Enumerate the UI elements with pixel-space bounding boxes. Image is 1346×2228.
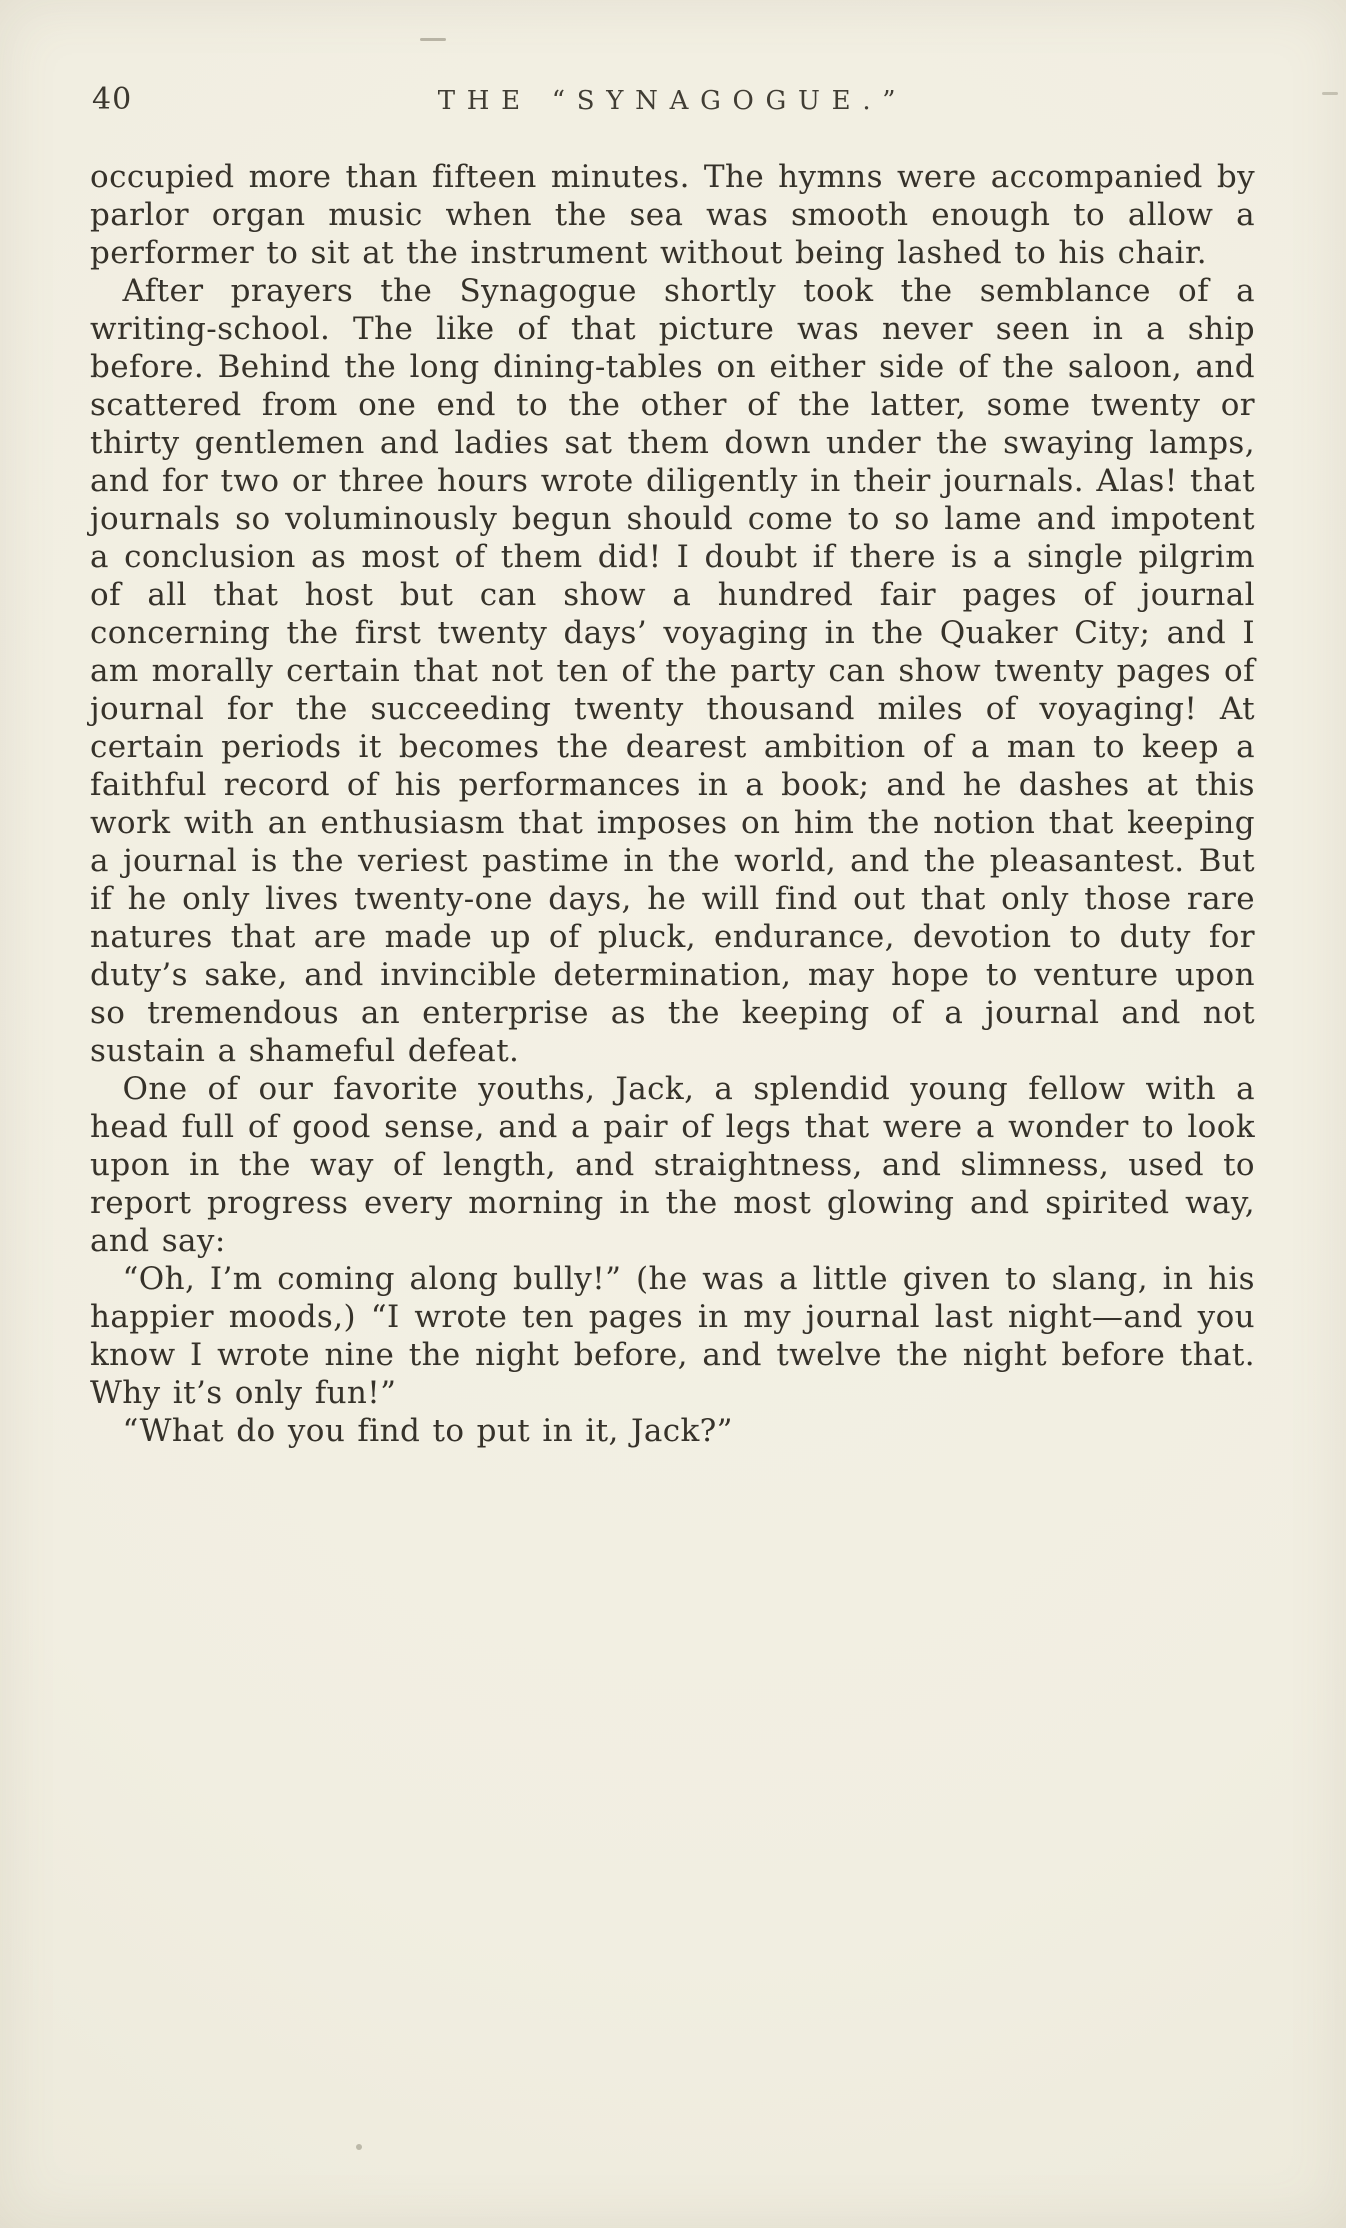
running-title: THE “SYNAGOGUE.”: [437, 86, 908, 116]
scan-artifact-edge-mark: [1322, 92, 1338, 95]
running-header: [90, 0, 1255, 126]
paragraph: One of our favorite youths, Jack, a splendid young fellow with a head full of good sense, and a pair of legs that were a wonder to look upon in the way of length, and straightness, and slimness, used to report progress every morning in the most glowing and spirited way, and say:: [90, 1071, 1255, 1259]
paragraph: “What do you find to put in it, Jack?”: [122, 1413, 733, 1449]
scan-artifact-speck: [356, 2144, 362, 2150]
paragraph: “Oh, I’m coming along bully!” (he was a little given to slang, in his happier moods,) “I wrote ten pages in my journal last night—and you know I wrote nine the night before, and twelve the night before that. Why it’s only fun!”: [90, 1261, 1255, 1411]
paragraph: After prayers the Synagogue shortly took the semblance of a writing-school. The like of that picture was never seen in a ship before. Behind the long dining-tables on either side of the saloon, and scattered from one end to the other of the latter, some twenty or thirty gentlemen and ladies sat them down under the swaying lamps, and for two or three hours wrote diligently in their journals. Alas! that journals so voluminously begun should come to so lame and impotent a conclusion as most of them did! I doubt if there is a single pilgrim of all that host but can show a hundred fair pages of journal concerning the first twenty days’ voyaging in the Quaker City; and I am morally certain that not ten of the party can show twenty pages of journal for the succeeding twenty thousand miles of voyaging! At certain periods it becomes the dearest ambition of a man to keep a faithful record of his performances in a book; and he dashes at this work with an enthusiasm that imposes on him the notion that keeping a journal is the veriest pastime in the world, and the pleasantest. But if he only lives twenty-one days, he will find out that only those rare natures that are made up of pluck, endurance, devotion to duty for duty’s sake, and invincible determination, may hope to venture upon so tremendous an enterprise as the keeping of a journal and not sustain a shameful defeat.: [90, 273, 1255, 1069]
page-number: 40: [92, 82, 133, 117]
paragraph: occupied more than fifteen minutes. The hymns were accompanied by parlor organ music when the sea was smooth enough to allow a performer to sit at the instrument without being lashed to his chair.: [90, 159, 1255, 271]
page-body: [90, 158, 1255, 1450]
